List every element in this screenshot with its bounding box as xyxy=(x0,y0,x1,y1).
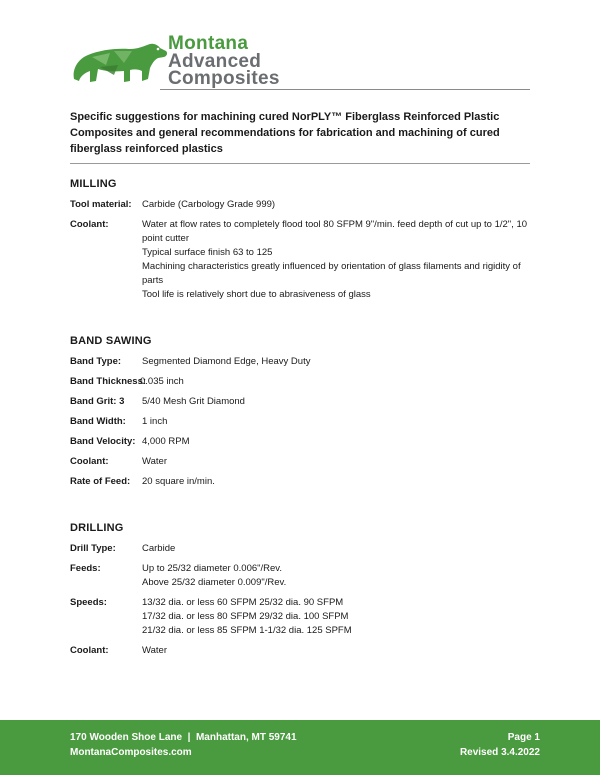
spec-value: 20 square in/min. xyxy=(142,476,215,487)
spec-row xyxy=(70,198,532,212)
spec-line: Carbide (Carbology Grade 999) xyxy=(142,199,276,210)
footer-contact xyxy=(70,730,297,760)
spec-value: 1 inch xyxy=(142,416,168,427)
spec-value: Segmented Diamond Edge, Heavy Duty xyxy=(142,356,311,367)
spec-row xyxy=(70,596,532,638)
spec-line: 13/32 dia. or less 60 SFPM 25/32 dia. 90 SFPM xyxy=(142,597,344,608)
spec-label: Feeds: xyxy=(70,563,101,574)
spec-label: Speeds: xyxy=(70,597,107,608)
title-divider xyxy=(70,163,530,164)
footer-website-link[interactable]: MontanaComposites.com xyxy=(70,747,192,758)
spec-row xyxy=(70,542,532,556)
page-footer xyxy=(0,720,600,775)
spec-row xyxy=(70,355,532,369)
spec-label: Coolant: xyxy=(70,219,109,230)
spec-label: Drill Type: xyxy=(70,543,116,554)
spec-row xyxy=(70,375,532,389)
logo-line-1: Montana xyxy=(168,33,249,54)
section-heading: BAND SAWING xyxy=(70,335,152,347)
company-logo xyxy=(70,30,300,90)
spec-label: Coolant: xyxy=(70,645,109,656)
spec-line: Carbide xyxy=(142,543,176,554)
spec-row xyxy=(70,455,532,469)
logo-line-2: Advanced xyxy=(168,51,262,72)
spec-row xyxy=(70,644,532,658)
document-title: Specific suggestions for machining cured NorPLY™ Fiberglass Reinforced Plastic Composites and general recommendations for fabrication and machining of cured fiberglass reinforced plastics xyxy=(70,111,500,155)
spec-label: Coolant: xyxy=(70,456,109,467)
spec-value xyxy=(142,644,532,658)
spec-label: Band Velocity: xyxy=(70,436,136,447)
spec-line: Typical surface finish 63 to 125 xyxy=(142,247,273,258)
page-number: Page 1 xyxy=(507,732,540,743)
spec-value: 4,000 RPM xyxy=(142,436,190,447)
header-divider xyxy=(160,89,530,90)
spec-value xyxy=(142,596,532,638)
spec-value xyxy=(142,198,532,212)
spec-label: Band Thickness: xyxy=(70,376,147,387)
spec-label: Tool material: xyxy=(70,199,132,210)
spec-value: Water xyxy=(142,456,167,467)
bear-icon xyxy=(70,35,170,87)
spec-line: Machining characteristics greatly influenced by orientation of glass filaments and rigidity of parts xyxy=(142,261,521,286)
spec-line: Tool life is relatively short due to abrasiveness of glass xyxy=(142,289,371,300)
spec-label: Rate of Feed: xyxy=(70,476,131,487)
spec-label: Band Type: xyxy=(70,356,122,367)
footer-page-info xyxy=(460,730,540,760)
spec-value: 5/40 Mesh Grit Diamond xyxy=(142,396,245,407)
spec-row xyxy=(70,562,532,590)
spec-row xyxy=(70,395,532,409)
drilling-section xyxy=(70,522,532,664)
spec-value xyxy=(142,218,532,302)
spec-value xyxy=(142,562,532,590)
spec-line: Water xyxy=(142,645,167,656)
spec-line: 21/32 dia. or less 85 SFPM 1-1/32 dia. 125 SPFM xyxy=(142,625,352,636)
section-heading: DRILLING xyxy=(70,522,124,534)
spec-label: Band Width: xyxy=(70,416,126,427)
spec-line: Above 25/32 diameter 0.009"/Rev. xyxy=(142,577,287,588)
logo-line-3: Composites xyxy=(168,68,280,89)
spec-row xyxy=(70,415,532,429)
revision-date: Revised 3.4.2022 xyxy=(459,747,540,758)
milling-section xyxy=(70,178,532,308)
footer-address: 170 Wooden Shoe Lane | Manhattan, MT 59741 xyxy=(70,732,297,743)
spec-line: 17/32 dia. or less 80 SFPM 29/32 dia. 100 SFPM xyxy=(142,611,349,622)
spec-value: 0.035 inch xyxy=(140,376,184,387)
spec-line: Water at flow rates to completely flood tool 80 SFPM 9"/min. feed depth of cut up to 1/2", 10 point cutter xyxy=(142,219,528,244)
band-sawing-section xyxy=(70,335,532,495)
spec-row xyxy=(70,218,532,302)
spec-label: Band Grit: 3 xyxy=(70,396,125,407)
section-heading: MILLING xyxy=(70,178,117,190)
spec-row xyxy=(70,435,532,449)
spec-row xyxy=(70,475,532,489)
spec-line: Up to 25/32 diameter 0.006"/Rev. xyxy=(142,563,282,574)
spec-value xyxy=(142,542,532,556)
